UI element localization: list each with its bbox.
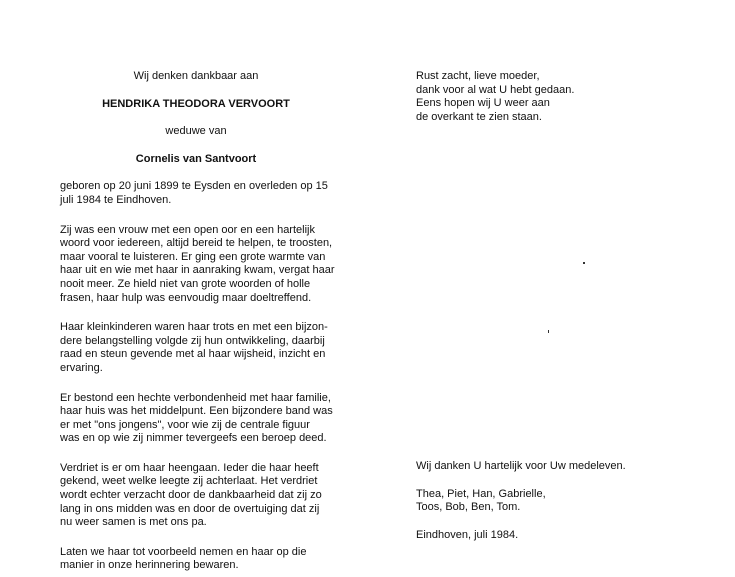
- left-panel: [60, 70, 335, 573]
- poem-line: dank voor al wat U hebt gedaan.: [416, 83, 575, 96]
- text-line: nooit meer. Ze hield niet van grote woorden of holle: [60, 277, 311, 290]
- text-line: er met "ons jongens", voor wie zij de centrale figuur: [60, 418, 310, 431]
- poem-line: Eens hopen wij U weer aan: [416, 97, 550, 110]
- poem: [416, 70, 716, 124]
- text-line: haar uit en wie met haar in aanraking kwam, vergat haar: [60, 264, 335, 277]
- text-line: nu weer samen is met ons pa.: [60, 516, 207, 529]
- poem-line: de overkant te zien staan.: [416, 110, 542, 123]
- text-line: maar vooral te luisteren. Er ging een grote warmte van: [60, 250, 326, 263]
- text-line: raad en steun gevende met al haar wijsheid, inzicht en: [60, 348, 326, 361]
- husband-name: Cornelis van Santvoort: [135, 152, 257, 165]
- signature-line: Toos, Bob, Ben, Tom.: [416, 501, 521, 514]
- character-paragraph: [60, 223, 335, 306]
- text-line: dere belangstelling volgde zij hun ontwikkeling, daarbij: [60, 334, 325, 347]
- speck-mark: [548, 330, 549, 333]
- text-line: Zij was een vrouw met een open oor en een hartelijk: [60, 223, 315, 236]
- text-line: woord voor iedereen, altijd bereid te helpen, te troosten,: [60, 237, 333, 250]
- right-panel: [416, 70, 716, 541]
- poem-line: Rust zacht, lieve moeder,: [416, 70, 540, 82]
- text-line: ervaring.: [60, 361, 103, 374]
- text-line: haar huis was het middelpunt. Een bijzondere band was: [60, 405, 333, 418]
- text-line: gekend, weet welke leegte zij achterlaat. Het verdriet: [60, 475, 318, 488]
- closing-paragraph: [60, 546, 332, 573]
- text-line: frasen, haar hulp was eenvoudig maar doeltreffend.: [60, 291, 312, 304]
- speck-mark: [583, 262, 585, 264]
- text-line: Verdriet is er om haar heengaan. Ieder die haar heeft: [60, 461, 319, 474]
- text-line: Laten we haar tot voorbeeld nemen en haar op die: [60, 545, 307, 558]
- birth-death-paragraph: [60, 180, 332, 207]
- widow-of-line: weduwe van: [165, 125, 227, 138]
- text-line: Haar kleinkinderen waren haar trots en met een bijzon-: [60, 321, 328, 334]
- grief-paragraph: [60, 462, 332, 530]
- thanks-line: Wij danken U hartelijk voor Uw medeleven.: [416, 460, 626, 472]
- place-date: Eindhoven, juli 1984.: [416, 528, 519, 541]
- text-line: manier in onze herinnering bewaren.: [60, 559, 239, 572]
- family-paragraph: [60, 392, 332, 446]
- text-line: lang in ons midden was en door de overtuiging dat zij: [60, 502, 320, 515]
- deceased-name: HENDRIKA THEODORA VERVOORT: [102, 97, 290, 110]
- thanks-block: [416, 460, 716, 542]
- text-line: wordt echter verzacht door de dankbaarheid dat zij zo: [60, 489, 322, 502]
- grandchildren-paragraph: [60, 321, 332, 375]
- text-line: juli 1984 te Eindhoven.: [60, 193, 172, 206]
- intro-line: Wij denken dankbaar aan: [133, 70, 259, 82]
- text-line: was en op wie zij nimmer tevergeefs een beroep deed.: [60, 432, 327, 445]
- text-line: Er bestond een hechte verbondenheid met haar familie,: [60, 391, 331, 404]
- signature-line: Thea, Piet, Han, Gabrielle,: [416, 487, 546, 500]
- family-signature: [416, 488, 716, 515]
- text-line: geboren op 20 juni 1899 te Eysden en overleden op 15: [60, 180, 328, 193]
